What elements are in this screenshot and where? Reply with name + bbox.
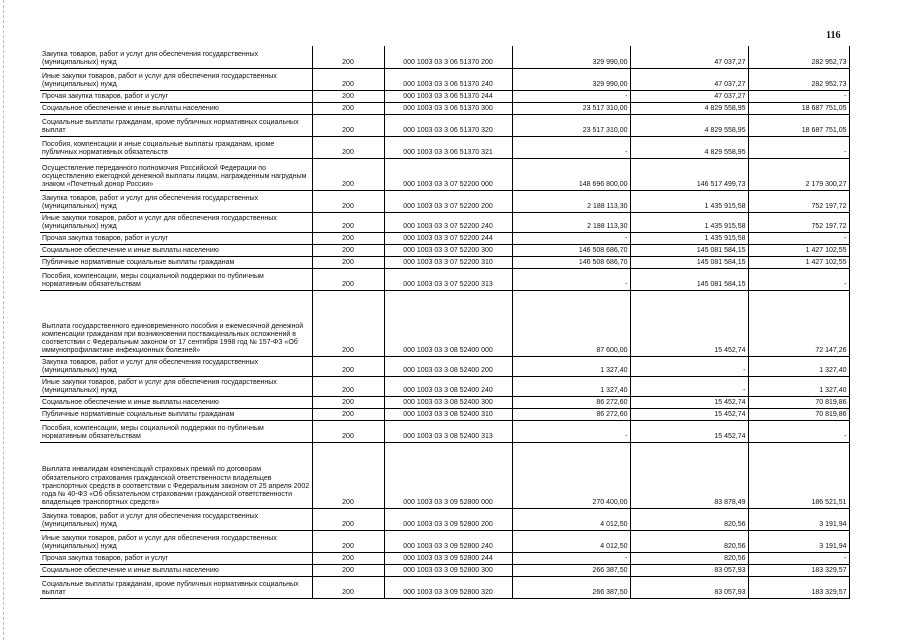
row-plan-value: 23 517 310,00 [512, 114, 630, 136]
binding-margin-line [3, 0, 5, 640]
row-plan-value: 2 188 113,30 [512, 212, 630, 232]
row-code: 200 [312, 90, 384, 102]
row-kbk: 000 1003 03 3 09 52800 320 [384, 576, 512, 598]
row-kbk: 000 1003 03 3 09 52800 300 [384, 564, 512, 576]
row-plan-value: - [512, 268, 630, 290]
row-code: 200 [312, 46, 384, 68]
row-name: Иные закупки товаров, работ и услуг для обеспечения государственных (муниципальных) нужд [40, 212, 312, 232]
row-plan-value: 146 508 686,70 [512, 244, 630, 256]
row-name: Социальные выплаты гражданам, кроме публичных нормативных социальных выплат [40, 114, 312, 136]
row-unexecuted-value: 3 191,94 [748, 508, 849, 530]
row-kbk: 000 1003 03 3 07 52200 200 [384, 190, 512, 212]
row-executed-value: 146 517 499,73 [630, 158, 748, 190]
row-kbk: 000 1003 03 3 06 51370 300 [384, 102, 512, 114]
row-unexecuted-value: 70 819,86 [748, 396, 849, 408]
row-unexecuted-value: - [748, 552, 849, 564]
row-unexecuted-value: 18 687 751,05 [748, 114, 849, 136]
row-unexecuted-value: 282 952,73 [748, 68, 849, 90]
row-unexecuted-value: 183 329,57 [748, 576, 849, 598]
row-plan-value: 266 387,50 [512, 576, 630, 598]
row-kbk: 000 1003 03 3 08 52400 310 [384, 408, 512, 420]
row-unexecuted-value: 1 427 102,55 [748, 244, 849, 256]
row-executed-value: 15 452,74 [630, 290, 748, 356]
row-executed-value: 145 081 584,15 [630, 244, 748, 256]
row-kbk: 000 1003 03 3 07 52200 313 [384, 268, 512, 290]
row-code: 200 [312, 190, 384, 212]
table-row [40, 268, 849, 290]
row-unexecuted-value: - [748, 268, 849, 290]
row-plan-value: 2 188 113,30 [512, 190, 630, 212]
row-kbk: 000 1003 03 3 09 52800 244 [384, 552, 512, 564]
row-executed-value: 1 435 915,58 [630, 212, 748, 232]
row-executed-value: 820,56 [630, 530, 748, 552]
row-code: 200 [312, 564, 384, 576]
row-executed-value: 47 037,27 [630, 90, 748, 102]
row-name: Социальное обеспечение и иные выплаты населению [40, 564, 312, 576]
table-row [40, 90, 849, 102]
row-code: 200 [312, 232, 384, 244]
row-executed-value: 15 452,74 [630, 396, 748, 408]
row-unexecuted-value: 752 197,72 [748, 212, 849, 232]
row-plan-value: 4 012,50 [512, 530, 630, 552]
row-plan-value: 86 272,60 [512, 396, 630, 408]
row-unexecuted-value: 282 952,73 [748, 46, 849, 68]
row-kbk: 000 1003 03 3 06 51370 321 [384, 136, 512, 158]
row-code: 200 [312, 290, 384, 356]
row-kbk: 000 1003 03 3 08 52400 240 [384, 376, 512, 396]
table-row [40, 564, 849, 576]
row-plan-value: 4 012,50 [512, 508, 630, 530]
row-executed-value: 1 435 915,58 [630, 232, 748, 244]
row-executed-value: 15 452,74 [630, 408, 748, 420]
row-kbk: 000 1003 03 3 06 51370 240 [384, 68, 512, 90]
budget-execution-table [40, 46, 850, 599]
row-plan-value: 329 990,00 [512, 46, 630, 68]
row-code: 200 [312, 256, 384, 268]
row-executed-value: 47 037,27 [630, 46, 748, 68]
table-row [40, 530, 849, 552]
row-plan-value: 270 400,00 [512, 442, 630, 508]
row-executed-value: 83 057,93 [630, 564, 748, 576]
row-executed-value: 4 829 558,95 [630, 136, 748, 158]
row-kbk: 000 1003 03 3 07 52200 310 [384, 256, 512, 268]
row-code: 200 [312, 158, 384, 190]
row-code: 200 [312, 102, 384, 114]
row-code: 200 [312, 408, 384, 420]
row-name: Выплата государственного единовременного пособия и ежемесячной денежной компенсации гражданам при возникновении поствакцинальных осложнений в соответствии с Федеральным законом от 17 сентября 1998 год № 157-ФЗ «Об иммунопрофилактике инфекционных болезней» [40, 290, 312, 356]
table-row [40, 244, 849, 256]
row-code: 200 [312, 114, 384, 136]
row-name: Прочая закупка товаров, работ и услуг [40, 552, 312, 564]
table-row [40, 190, 849, 212]
table-row [40, 102, 849, 114]
row-unexecuted-value: 1 427 102,55 [748, 256, 849, 268]
row-plan-value: - [512, 136, 630, 158]
row-plan-value: 1 327,40 [512, 376, 630, 396]
row-kbk: 000 1003 03 3 06 51370 200 [384, 46, 512, 68]
row-executed-value: 145 081 584,15 [630, 268, 748, 290]
row-plan-value: 87 600,00 [512, 290, 630, 356]
row-executed-value: 83 057,93 [630, 576, 748, 598]
table-row [40, 136, 849, 158]
row-kbk: 000 1003 03 3 07 52200 240 [384, 212, 512, 232]
row-name: Закупка товаров, работ и услуг для обеспечения государственных (муниципальных) нужд [40, 508, 312, 530]
table-row [40, 576, 849, 598]
row-plan-value: 148 696 800,00 [512, 158, 630, 190]
row-kbk: 000 1003 03 3 06 51370 244 [384, 90, 512, 102]
table-row [40, 408, 849, 420]
table-row [40, 508, 849, 530]
row-kbk: 000 1003 03 3 06 51370 320 [384, 114, 512, 136]
row-plan-value: 266 387,50 [512, 564, 630, 576]
table-row [40, 232, 849, 244]
table-body [40, 46, 849, 598]
row-name: Иные закупки товаров, работ и услуг для обеспечения государственных (муниципальных) нужд [40, 68, 312, 90]
row-plan-value: - [512, 232, 630, 244]
row-kbk: 000 1003 03 3 08 52400 200 [384, 356, 512, 376]
row-unexecuted-value: 1 327,40 [748, 356, 849, 376]
row-name: Социальные выплаты гражданам, кроме публичных нормативных социальных выплат [40, 576, 312, 598]
table-row [40, 442, 849, 508]
table-row [40, 68, 849, 90]
row-executed-value: 15 452,74 [630, 420, 748, 442]
row-executed-value: 820,56 [630, 508, 748, 530]
row-name: Социальное обеспечение и иные выплаты населению [40, 396, 312, 408]
row-code: 200 [312, 356, 384, 376]
table-row [40, 552, 849, 564]
row-code: 200 [312, 136, 384, 158]
table-row [40, 256, 849, 268]
row-executed-value: 820,56 [630, 552, 748, 564]
row-plan-value: - [512, 90, 630, 102]
row-unexecuted-value: 1 327,40 [748, 376, 849, 396]
row-code: 200 [312, 68, 384, 90]
row-executed-value: 4 829 558,95 [630, 114, 748, 136]
table-row [40, 356, 849, 376]
row-unexecuted-value: 752 197,72 [748, 190, 849, 212]
row-executed-value: 83 878,49 [630, 442, 748, 508]
row-name: Социальное обеспечение и иные выплаты населению [40, 102, 312, 114]
row-name: Закупка товаров, работ и услуг для обеспечения государственных (муниципальных) нужд [40, 190, 312, 212]
row-name: Прочая закупка товаров, работ и услуг [40, 90, 312, 102]
row-unexecuted-value: - [748, 232, 849, 244]
row-kbk: 000 1003 03 3 08 52400 300 [384, 396, 512, 408]
row-unexecuted-value: 186 521,51 [748, 442, 849, 508]
row-name: Публичные нормативные социальные выплаты гражданам [40, 408, 312, 420]
row-name: Закупка товаров, работ и услуг для обеспечения государственных (муниципальных) нужд [40, 46, 312, 68]
row-unexecuted-value: - [748, 420, 849, 442]
row-code: 200 [312, 576, 384, 598]
row-code: 200 [312, 420, 384, 442]
row-kbk: 000 1003 03 3 09 52800 000 [384, 442, 512, 508]
row-name: Иные закупки товаров, работ и услуг для обеспечения государственных (муниципальных) нужд [40, 376, 312, 396]
row-plan-value: 146 508 686,70 [512, 256, 630, 268]
table-row [40, 114, 849, 136]
row-kbk: 000 1003 03 3 07 52200 300 [384, 244, 512, 256]
table-row [40, 420, 849, 442]
row-kbk: 000 1003 03 3 07 52200 244 [384, 232, 512, 244]
row-code: 200 [312, 552, 384, 564]
row-plan-value: - [512, 552, 630, 564]
row-unexecuted-value: - [748, 136, 849, 158]
row-code: 200 [312, 530, 384, 552]
page-number: 116 [826, 30, 841, 41]
row-name: Пособия, компенсации и иные социальные выплаты гражданам, кроме публичных нормативных обязательств [40, 136, 312, 158]
row-name: Публичные нормативные социальные выплаты гражданам [40, 256, 312, 268]
row-plan-value: 1 327,40 [512, 356, 630, 376]
row-name: Социальное обеспечение и иные выплаты населению [40, 244, 312, 256]
row-name: Закупка товаров, работ и услуг для обеспечения государственных (муниципальных) нужд [40, 356, 312, 376]
row-unexecuted-value: 183 329,57 [748, 564, 849, 576]
row-unexecuted-value: 3 191,94 [748, 530, 849, 552]
row-executed-value: - [630, 376, 748, 396]
row-name: Выплата инвалидам компенсаций страховых премий по договорам обязательного страхования гражданской ответственности владельцев транспортных средств в соответствии с Федеральным законом от 25 апреля 2002 года № 40-ФЗ «Об обязательном страховании гражданской ответственности владельцев транспортных средств» [40, 442, 312, 508]
row-kbk: 000 1003 03 3 09 52800 240 [384, 530, 512, 552]
row-unexecuted-value: 70 819,86 [748, 408, 849, 420]
table-row [40, 376, 849, 396]
row-plan-value: 86 272,60 [512, 408, 630, 420]
row-kbk: 000 1003 03 3 08 52400 000 [384, 290, 512, 356]
row-code: 200 [312, 244, 384, 256]
table-row [40, 46, 849, 68]
row-name: Осуществление переданного полномочия Российской Федерации по осуществлению ежегодной денежной выплаты лицам, награжденным нагрудным знаком «Почетный донор России» [40, 158, 312, 190]
row-executed-value: 145 081 584,15 [630, 256, 748, 268]
row-unexecuted-value: 2 179 300,27 [748, 158, 849, 190]
table-row [40, 396, 849, 408]
row-kbk: 000 1003 03 3 09 52800 200 [384, 508, 512, 530]
row-executed-value: 4 829 558,95 [630, 102, 748, 114]
row-executed-value: 47 037,27 [630, 68, 748, 90]
table-row [40, 290, 849, 356]
row-code: 200 [312, 268, 384, 290]
row-code: 200 [312, 212, 384, 232]
row-name: Пособия, компенсации, меры социальной поддержки по публичным нормативным обязательствам [40, 268, 312, 290]
row-code: 200 [312, 396, 384, 408]
row-unexecuted-value: - [748, 90, 849, 102]
row-name: Прочая закупка товаров, работ и услуг [40, 232, 312, 244]
table-row [40, 212, 849, 232]
row-unexecuted-value: 18 687 751,05 [748, 102, 849, 114]
row-executed-value: 1 435 915,58 [630, 190, 748, 212]
row-plan-value: 23 517 310,00 [512, 102, 630, 114]
row-name: Пособия, компенсации, меры социальной поддержки по публичным нормативным обязательствам [40, 420, 312, 442]
row-kbk: 000 1003 03 3 08 52400 313 [384, 420, 512, 442]
row-unexecuted-value: 72 147,26 [748, 290, 849, 356]
row-name: Иные закупки товаров, работ и услуг для обеспечения государственных (муниципальных) нужд [40, 530, 312, 552]
row-code: 200 [312, 508, 384, 530]
row-kbk: 000 1003 03 3 07 52200 000 [384, 158, 512, 190]
row-executed-value: - [630, 356, 748, 376]
table-row [40, 158, 849, 190]
row-code: 200 [312, 442, 384, 508]
row-plan-value: 329 990,00 [512, 68, 630, 90]
row-plan-value: - [512, 420, 630, 442]
row-code: 200 [312, 376, 384, 396]
